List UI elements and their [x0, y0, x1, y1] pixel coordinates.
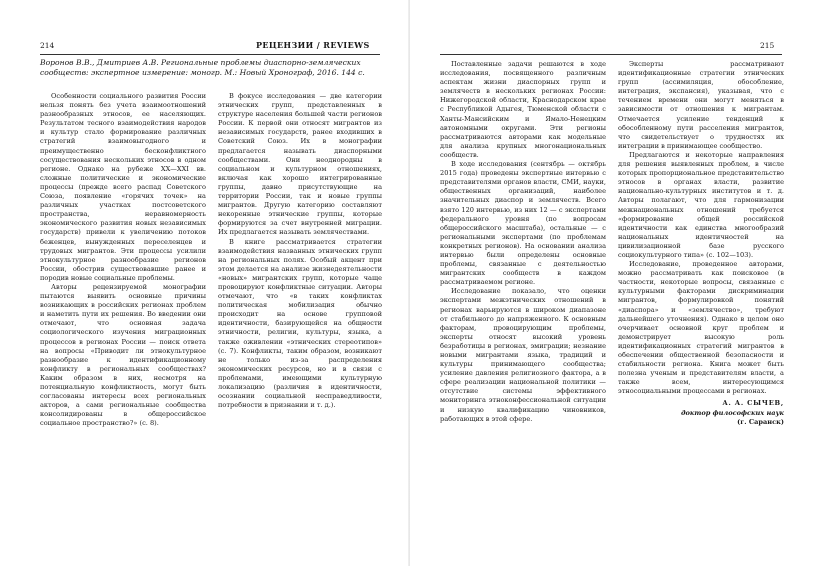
book-reference: Воронов В.В., Дмитриев А.В. Региональные проблемы диаспорно-земляческих сообществ: экспертное измерение: моногр. М.: Новый Хронограф, 2016. 144 с. [40, 58, 365, 77]
paragraph: В ходе исследования (сентябрь — октябрь 2015 года) проведены экспертные интервью с представителями органов власти, СМИ, науки, общественных организаций, наиболее значительных диаспор и землячеств. Всего взято 120 интервью, из них 12 — с экспертами федерального уровня (по вопросам общероссийского масштаба), остальные — с региональными экспертами (по проблемам конкретных регионов). На основании анализа интервью были определены основные проблемы, связанные с деятельностью мигрантских сообществ в каждом рассматриваемом регионе. [440, 160, 606, 287]
running-head: РЕЦЕНЗИИ / REVIEWS [256, 40, 370, 50]
paragraph: В книге рассматривается стратегии взаимодействия названных этнических групп на региональных полях. Особый акцент при этом делается на анализе жизнедеятельности «новых» мигрантских групп, которые чаще провоцируют конфликтные ситуации. Авторы отмечают, что «в таких конфликтах политическая мобилизация обычно происходит на основе групповой идентичности, базирующейся на общности этничности, религии, культуры, языка, а также оживлении «этнических стереотипов» (с. 7). Конфликты, таким образом, возникают не только из-за распределения экономических ресурсов, но и в связи с проблемами, имеющими культурную локализацию (различия в идентичности, осознании социальной несправедливости, потребности в признании и т. д.). [218, 237, 382, 410]
right-page-column-1 [440, 60, 606, 424]
page-number-right: 215 [760, 41, 775, 50]
reviewer-degree: доктор философских наук [680, 408, 784, 417]
page-number-left: 214 [40, 41, 55, 50]
right-page-column-2 [618, 60, 784, 427]
paragraph: В фокусе исследования — две категории этнических групп, представленных в структуре населения большей части регионов России. К первой они относят мигрантов из независимых государств, ранее входивших в Советский Союз. Их в монографии предлагается называть диаспорными сообществами. Они неоднородны в социальном и культурном отношениях, включая как хорошо интегрированные группы, давно присутствующие на территории России, так и новые группы мигрантов. Другую категорию составляют некоренные этнические группы, которые формируются за счет внутренней миграции. Их предлагается называть землячествами. [218, 92, 382, 237]
header-rule-right [440, 54, 782, 55]
left-page-column-2 [218, 92, 382, 410]
paragraph: Исследование, проведенное авторами, можно рассматривать как поисковое (в частности, некоторые вопросы, связанные с культурными факторами дискриминации мигрантов, формулировкой понятий «диаспора» и «землячество», требуют дальнейшего уточнения). Однако в целом оно очерчивает основной круг проблем и демонстрирует высокую роль идентификационных стратегий мигрантов в обеспечении общественной безопасности и стабильности региона. Книга может быть полезна ученым и представителям власти, а также всем, интересующимся этносоциальными процессами в регионах. [618, 260, 784, 396]
paragraph: Исследование показало, что оценки экспертами межэтнических отношений в регионах варьируются в широком диапазоне от стабильного до напряженного. К основным факторам, провоцирующим проблемы, эксперты относят высокий уровень безработицы в регионах, эмиграции; незнание новыми мигрантами языка, традиций и культуры принимающего сообщества; усиление давления религиозного фактора, а в сфере реализации национальной политики — отсутствие системы эффективного мониторинга этноконфессиональной ситуации и низкую квалификацию чиновников, работающих в этой сфере. [440, 287, 606, 423]
reviewer-name: А. А. СЫЧЕВ, [722, 399, 784, 408]
paragraph: Предлагаются и некоторые направления для решения выявленных проблем, в числе которых пропорциональное представительство этносов в органах власти, развитие национально-культурных институтов и т. д. Авторы полагают, что для гармонизации межнациональных отношений требуется «формирование общей российской идентичности как единства многообразий национальных идентичностей на цивилизационной базе русского социокультурного типа» (с. 102—103). [618, 150, 784, 259]
reviewer-city: (г. Саранск) [737, 417, 784, 426]
paragraph: Особенности социального развития России нельзя понять без учета взаимоотношений разнообразных этносов, ее населяющих. Результатом тесного взаимодействия народов и культур стало формирование различных стратегий взаимовыгодного и преимущественно бесконфликтного сосуществования нескольких этносов в одном регионе. Однако на рубеже XX—XXI вв. сложные политические и экономические процессы (прежде всего распад Советского Союза, появление «горячих точек» на различных участках постсоветского пространства, неравномерность экономического развития новых независимых государств) привели к увеличению потоков беженцев, вынужденных переселенцев и трудовых мигрантов. Эти процессы усилили этнокультурное разнообразие регионов России, обострив существовавшие ранее и породив новые социальные проблемы. [40, 92, 206, 282]
right-page [410, 0, 820, 566]
paragraph: Поставленные задачи решаются в ходе исследования, посвященного различным аспектам жизни диаспорных групп и землячеств в нескольких регионах России: Нижегородской области, Краснодарском крае с Республикой Адыгея, Тюменской области с Ханты-Мансийским и Ямало-Ненецким автономными округами. Эти регионы рассматриваются авторами как модельные для анализа крупных многонациональных сообществ. [440, 60, 606, 159]
paragraph: Эксперты рассматривают идентификационные стратегии этнических групп (ассимиляция, обособление, интеграция, экспансия), указывая, что с течением времени они могут меняться в зависимости от отношения к мигрантам. Отмечается усиление тенденций к обособленному пути расселения мигрантов, что свидетельствует о трудностях их интеграции в принимающее сообщество. [618, 60, 784, 150]
header-rule-left [40, 54, 380, 55]
paragraph: Авторы рецензируемой монографии пытаются выявить основные причины возникающих в российских регионах проблем и наметить пути их решения. Во введении они отмечают, что основная задача социологического изучения миграционных процессов в регионах России — поиск ответа на вопросы «Приводит ли этнокультурное разнообразие к идентификационному конфликту в региональных сообществах? Каким образом в них, несмотря на потенциальную конфликтность, могут быть согласованы интересы всех региональных акторов, а сами региональные сообщества консолидированы в общероссийское социальное пространство?» (с. 8). [40, 282, 206, 428]
left-page-column-1 [40, 92, 206, 428]
